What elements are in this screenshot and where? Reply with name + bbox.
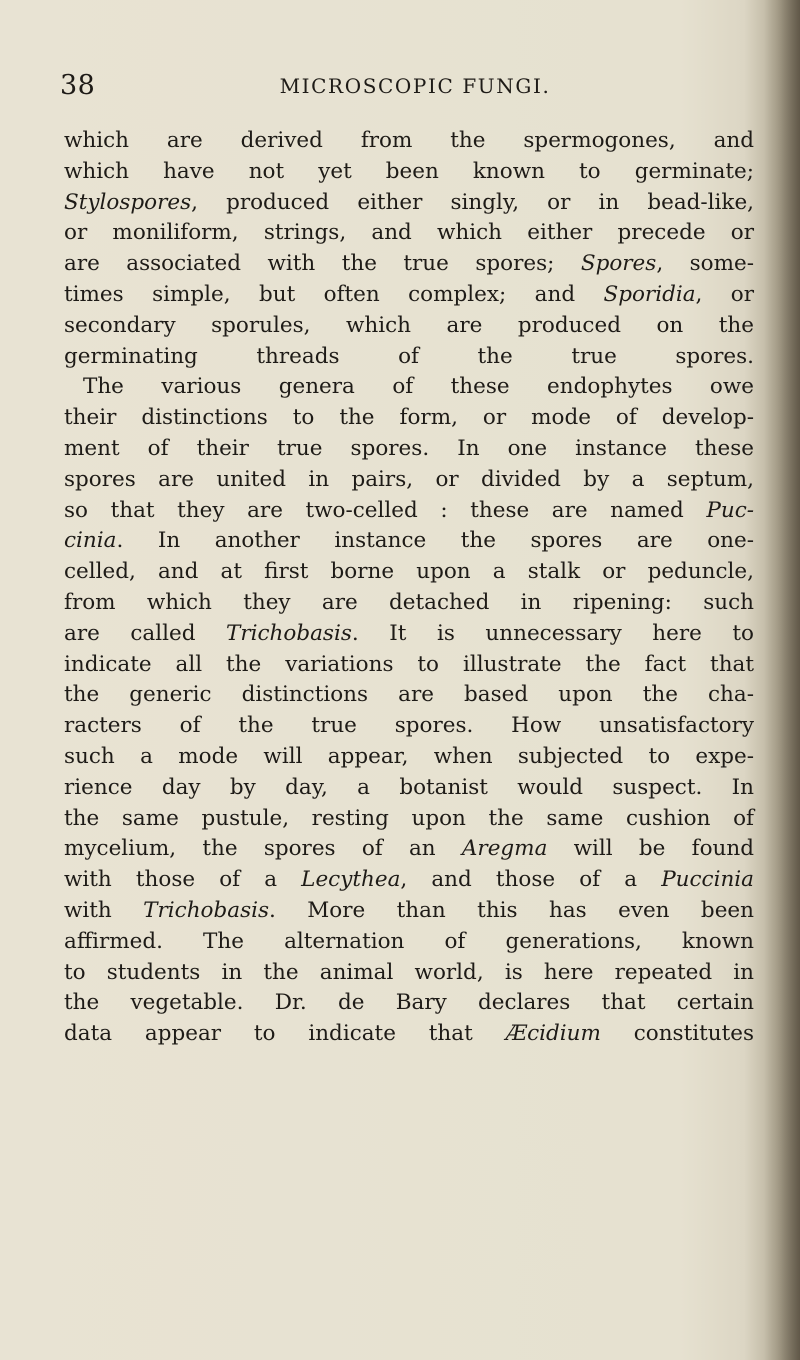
italic-term: cinia (64, 528, 117, 554)
text-segment: which are derived from the spermogones, and (64, 128, 754, 153)
text-segment: with (64, 897, 144, 923)
italic-term: Lecythea (301, 867, 401, 893)
italic-term: Trichobasis (226, 620, 352, 646)
text-line (64, 588, 754, 619)
text-segment: secondary sporules, which are produced on the (64, 312, 754, 338)
text-segment: the generic distinctions are based upon the cha- (64, 682, 754, 708)
text-segment: The various genera of these endophytes owe (83, 374, 754, 400)
italic-term: Spores (580, 251, 657, 277)
italic-term: Aregma (461, 836, 548, 862)
text-line (64, 280, 754, 311)
text-segment: times simple, but often complex; and (64, 281, 604, 307)
text-line (64, 434, 754, 465)
text-segment: from which they are detached in ripening: such (64, 589, 754, 615)
text-segment: celled, and at first borne upon a stalk or peduncle, (64, 559, 754, 585)
text-line (64, 249, 754, 280)
text-line (64, 865, 754, 896)
running-head: MICROSCOPIC FUNGI. (279, 74, 551, 98)
text-line (64, 372, 754, 403)
text-segment: so that they are two-celled : these are named (64, 497, 707, 523)
text-line (64, 403, 754, 434)
text-segment: affirmed. The alternation of generations, known (64, 928, 754, 954)
text-line (64, 834, 754, 865)
text-segment: , some- (656, 251, 754, 277)
text-line (64, 1019, 754, 1050)
text-line (64, 557, 754, 588)
text-line (64, 958, 754, 989)
text-line (64, 465, 754, 496)
page-gutter-shadow (764, 0, 800, 1360)
text-segment: are associated with the true spores; (64, 251, 581, 277)
text-segment: mycelium, the spores of an (64, 836, 462, 862)
text-segment: . It is unnecessary here to (351, 620, 754, 646)
italic-term: Æcidium (505, 1021, 601, 1047)
text-segment: rience day by day, a botanist would suspect. In (64, 774, 754, 800)
text-segment: which have not yet been known to germinate; (64, 158, 754, 184)
text-line (64, 896, 754, 927)
text-line (64, 650, 754, 681)
text-segment: to students in the animal world, is here repeated in (64, 959, 754, 985)
text-segment: . More than this has even been (269, 897, 754, 923)
text-line (64, 342, 754, 373)
text-line (64, 218, 754, 249)
text-segment: such a mode will appear, when subjected to expe- (64, 743, 754, 769)
italic-term: Puccinia (661, 867, 755, 893)
text-line (64, 311, 754, 342)
text-segment: . In another instance the spores are one- (116, 528, 754, 554)
text-line (64, 619, 754, 650)
text-segment: the vegetable. Dr. de Bary declares that certain (64, 990, 754, 1016)
page-header (60, 70, 750, 110)
text-segment: spores are united in pairs, or divided by a septum, (64, 466, 754, 492)
italic-term: Puc- (706, 497, 754, 523)
italic-term: Stylospores (64, 189, 192, 215)
page-number: 38 (60, 70, 96, 101)
text-segment: , produced either singly, or in bead-like, (191, 189, 754, 215)
text-segment: indicate all the variations to illustrate the fact that (64, 651, 754, 677)
text-segment: germinating threads of the true spores. (64, 343, 754, 369)
text-line (64, 496, 754, 527)
text-segment: with those of a (64, 867, 302, 893)
italic-term: Trichobasis (143, 897, 270, 923)
text-line (64, 927, 754, 958)
italic-term: Sporidia (603, 281, 696, 307)
text-segment: or moniliform, strings, and which either precede or (64, 220, 754, 246)
body-text (64, 126, 754, 1050)
text-segment: the same pustule, resting upon the same cushion of (64, 805, 754, 831)
text-segment: ment of their true spores. In one instance these (64, 435, 754, 461)
text-line (64, 711, 754, 742)
text-segment: , or (695, 281, 754, 307)
text-line (64, 804, 754, 835)
text-line (64, 988, 754, 1019)
text-line (64, 680, 754, 711)
text-line (64, 742, 754, 773)
text-line (64, 126, 754, 157)
text-line (64, 773, 754, 804)
text-line (64, 157, 754, 188)
text-segment: are called (64, 620, 227, 646)
text-line (64, 188, 754, 219)
text-segment: data appear to indicate that (64, 1021, 506, 1047)
text-segment: racters of the true spores. How unsatisfactory (64, 713, 754, 739)
text-line (64, 526, 754, 557)
text-segment: constitutes (600, 1021, 754, 1047)
text-segment: will be found (547, 836, 754, 862)
text-segment: their distinctions to the form, or mode of develop- (64, 405, 754, 431)
text-segment: , and those of a (400, 867, 662, 893)
